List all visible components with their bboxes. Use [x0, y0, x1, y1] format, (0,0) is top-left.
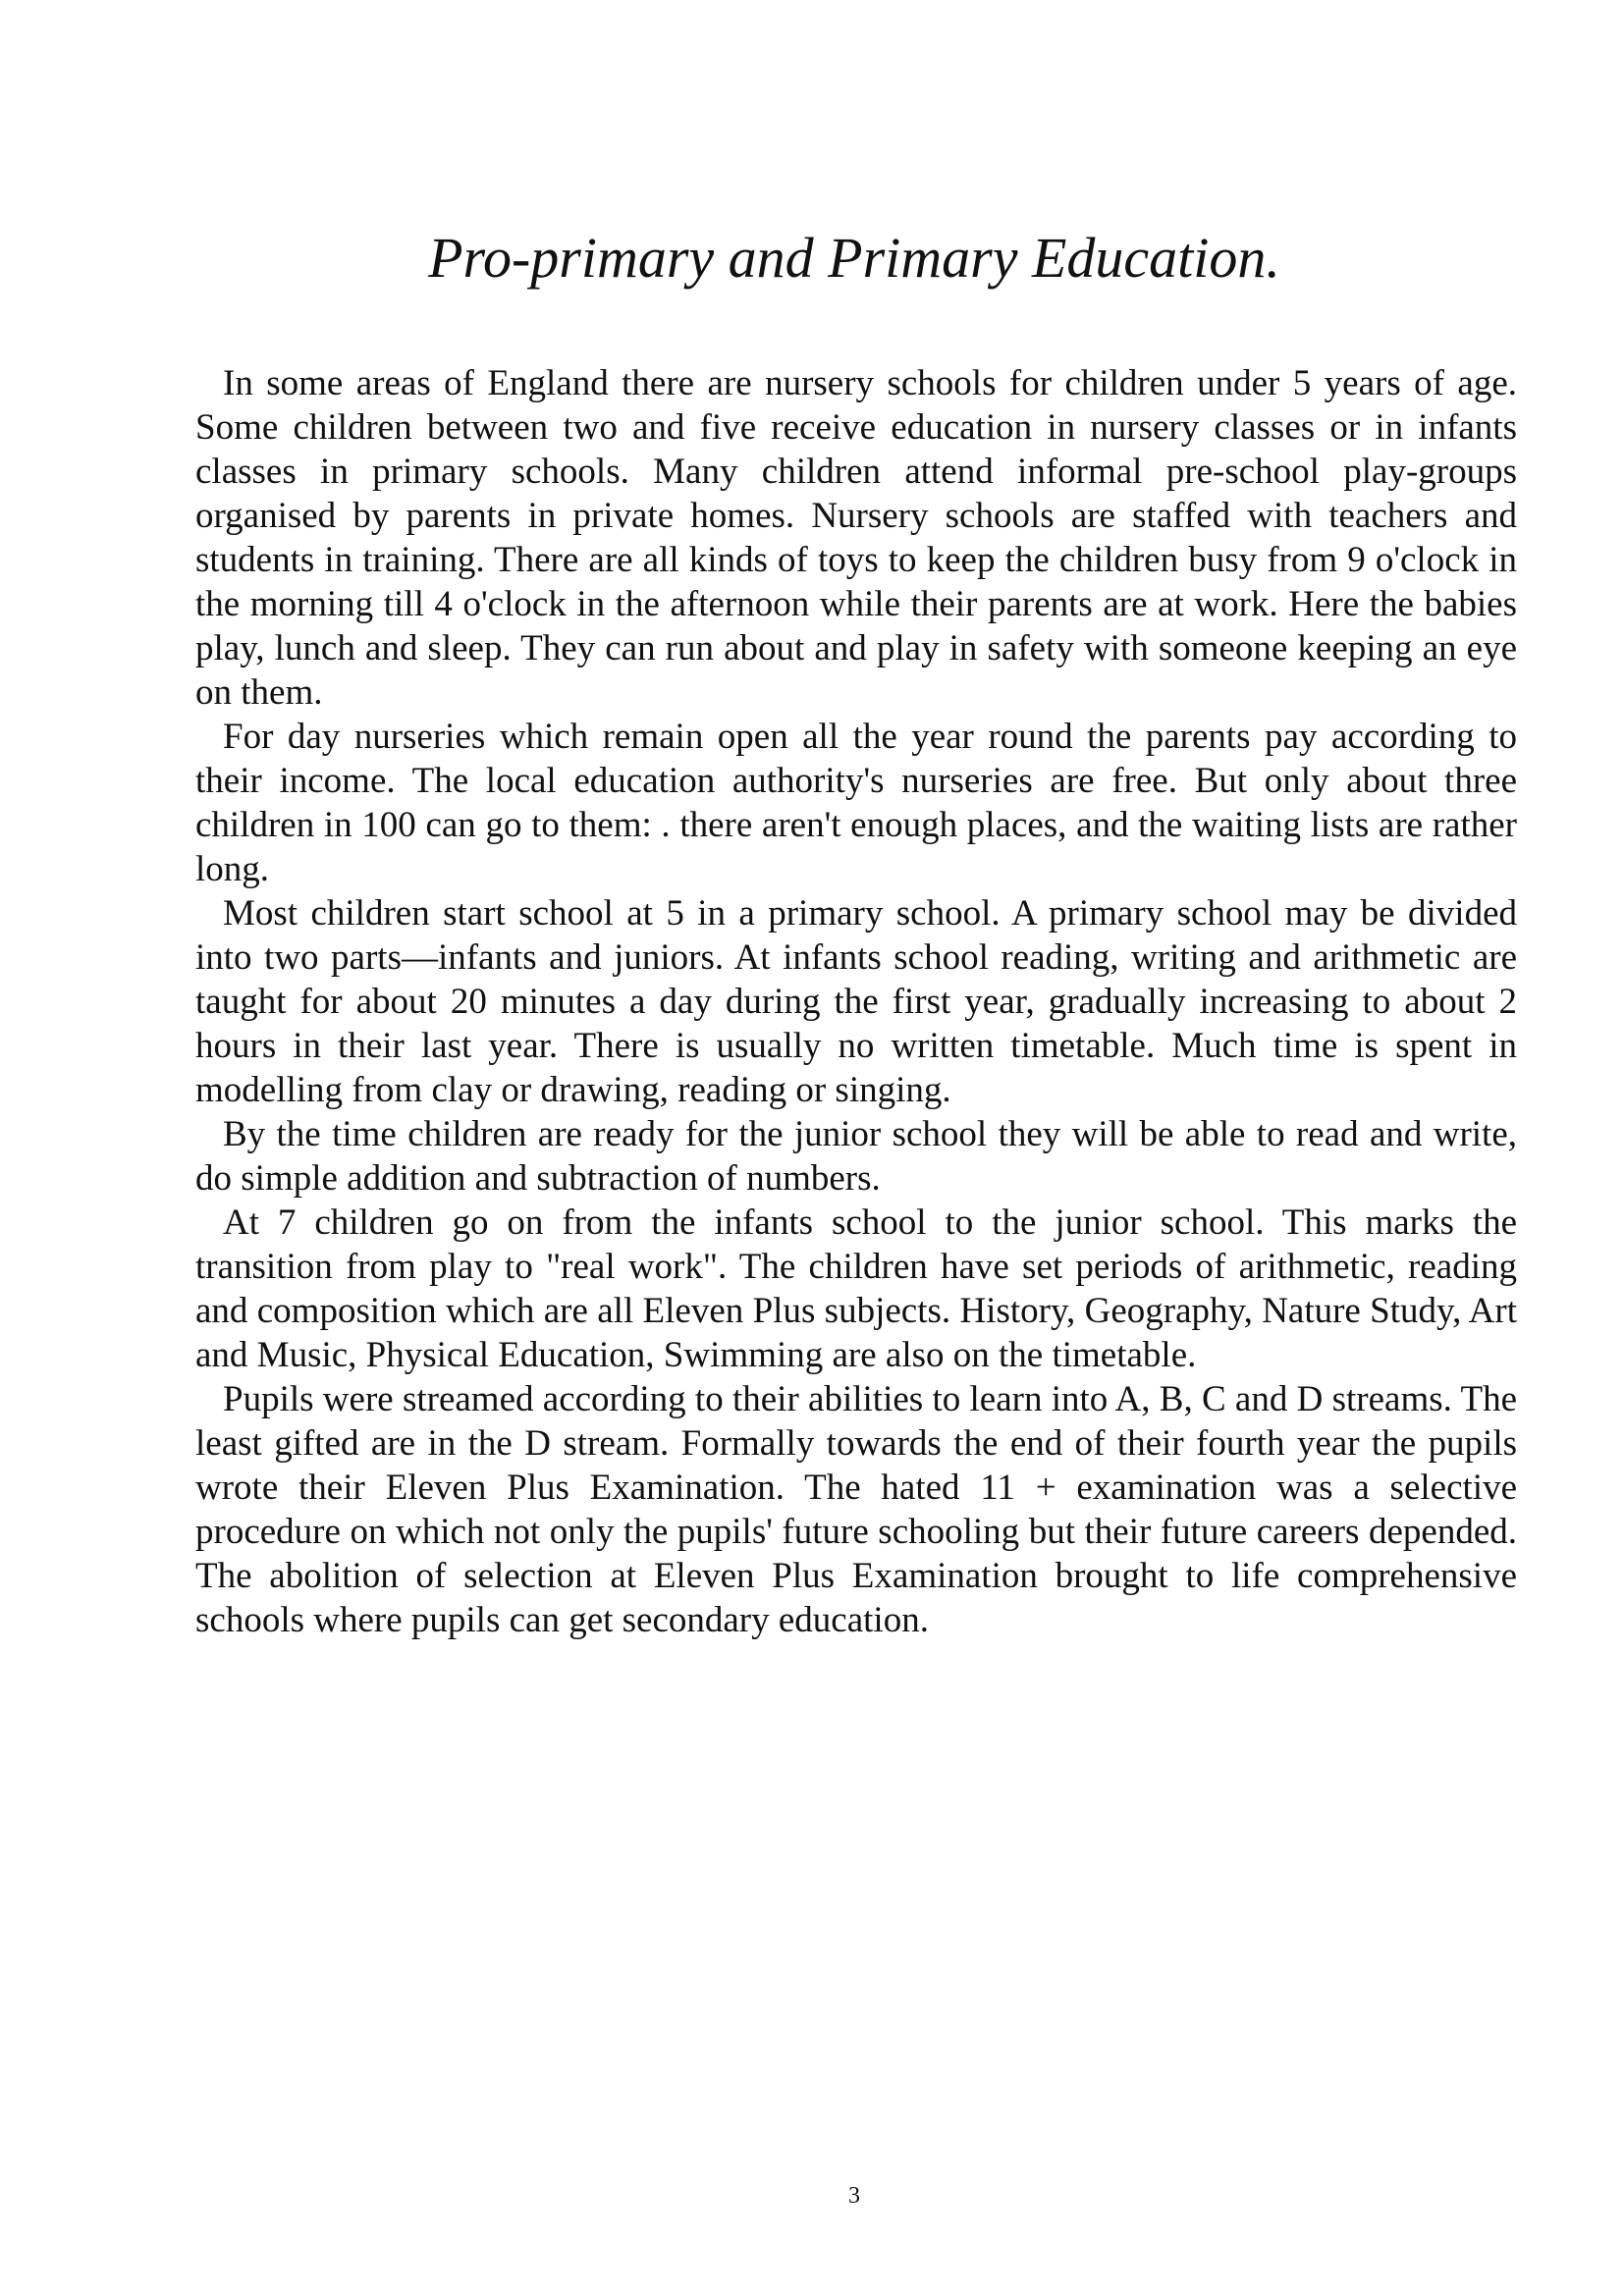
page-title: Pro-primary and Primary Education.	[428, 226, 1280, 290]
paragraph-junior-school: At 7 children go on from the infants school to the junior school. This marks the transition from play to "real work". The children have set periods of arithmetic, reading and composition which are all Eleven Plus subjects. History, Geography, Nature Study, Art and Music, Physical Education, Swimming are also on the timetable.	[195, 1202, 1517, 1375]
paragraph-day-nurseries: For day nurseries which remain open all the year round the parents pay according to their income. The local education authority's nurseries are free. But only about three children in 100 can go to them: . there aren't enough places, and the waiting lists are rather long.	[195, 717, 1517, 889]
paragraph-nursery-schools: In some areas of England there are nursery schools for children under 5 years of age. Some children between two and five receive education in nursery classes or in infants classes in primary schools. Many children attend informal pre-school play-groups organised by parents in private homes. Nursery schools are staffed with teachers and students in training. There are all kinds of toys to keep the children busy from 9 o'clock in the morning till 4 o'clock in the afternoon while their parents are at work. Here the babies play, lunch and sleep. They can run about and play in safety with someone keeping an eye on them.	[195, 363, 1517, 713]
paragraph-junior-readiness: By the time children are ready for the junior school they will be able to read and write, do simple addition and subtraction of numbers.	[195, 1114, 1517, 1199]
paragraph-primary-school: Most children start school at 5 in a primary school. A primary school may be divided into two parts—infants and juniors. At infants school reading, writing and arithmetic are taught for about 20 minutes a day during the first year, gradually increasing to about 2 hours in their last year. There is usually no written timetable. Much time is spent in modelling from clay or drawing, reading or singing.	[195, 893, 1517, 1110]
paragraph-streaming: Pupils were streamed according to their abilities to learn into A, B, C and D streams. The least gifted are in the D stream. Formally towards the end of their fourth year the pupils wrote their Eleven Plus Examination. The hated 11 + examination was a selective procedure on which not only the pupils' future schooling but their future careers depended. The abolition of selection at Eleven Plus Examination brought to life comprehensive schools where pupils can get secondary education.	[195, 1379, 1517, 1640]
page-number: 3	[848, 2183, 860, 2209]
body-text	[195, 361, 1517, 1642]
